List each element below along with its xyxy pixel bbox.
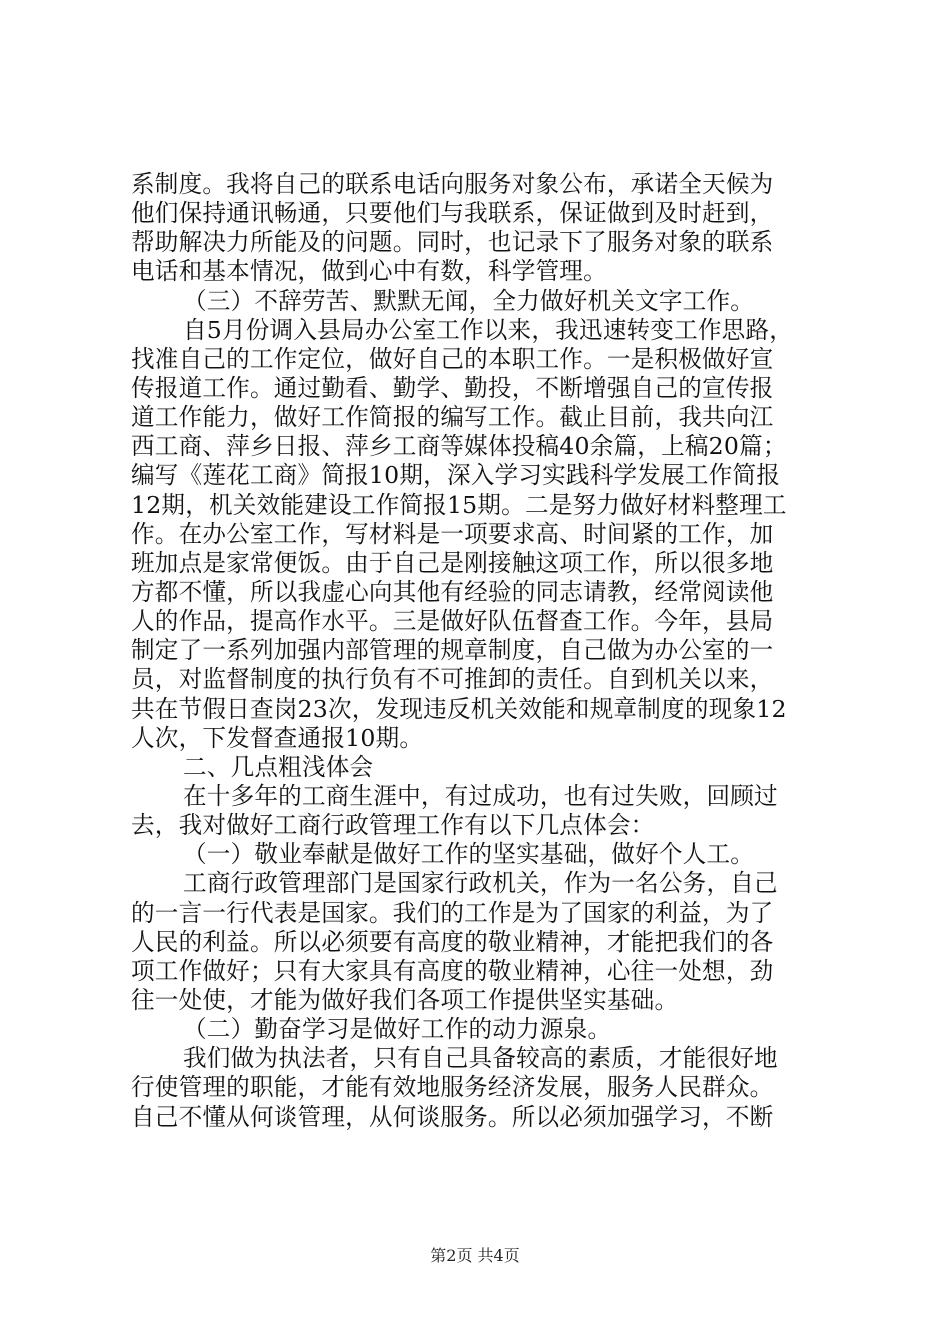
text-line: 人民的利益。所以必须要有高度的敬业精神，才能把我们的各 (131, 927, 774, 956)
section-heading: （一）敬业奉献是做好工作的坚实基础，做好个人工。 (183, 840, 755, 869)
text-line: 自5月份调入县局办公室工作以来，我迅速转变工作思路， (183, 315, 794, 344)
text-line: 共在节假日查岗23次，发现违反机关效能和规章制度的现象12 (131, 694, 787, 723)
text-line: 去，我对做好工商行政管理工作有以下几点体会： (131, 811, 655, 840)
text-line: 电话和基本情况，做到心中有数，科学管理。 (131, 257, 607, 286)
text-line: 行使管理的职能，才能有效地服务经济发展，服务人民群众。 (131, 1073, 774, 1102)
text-line: 班加点是家常便饭。由于自己是刚接触这项工作，所以很多地 (131, 548, 774, 577)
text-line: 项工作做好；只有大家具有高度的敬业精神，心往一处想，劲 (131, 956, 774, 985)
text-line: 人次，下发督查通报10期。 (131, 723, 424, 752)
section-heading: （三）不辞劳苦、默默无闻，全力做好机关文字工作。 (183, 286, 755, 315)
text-line: 西工商、萍乡日报、萍乡工商等媒体投稿40余篇，上稿20篇； (131, 432, 787, 461)
text-line: 12期，机关效能建设工作简报15期。二是努力做好材料整理工 (131, 490, 787, 519)
page-number-footer: 第2页 共4页 (430, 1246, 520, 1265)
section-heading: （二）勤奋学习是做好工作的动力源泉。 (183, 1015, 612, 1044)
text-line: 工商行政管理部门是国家行政机关，作为一名公务，自己 (183, 869, 778, 898)
text-line: 的一言一行代表是国家。我们的工作是为了国家的利益，为了 (131, 898, 774, 927)
text-line: 我们做为执法者，只有自己具备较高的素质，才能很好地 (183, 1044, 778, 1073)
text-line: 他们保持通讯畅通，只要他们与我联系，保证做到及时赶到， (131, 199, 774, 228)
text-line: 系制度。我将自己的联系电话向服务对象公布，承诺全天候为 (131, 170, 774, 198)
document-body (131, 170, 831, 1132)
text-line: 人的作品，提高作水平。三是做好队伍督查工作。今年，县局 (131, 607, 774, 636)
text-line: 传报道工作。通过勤看、勤学、勤投，不断增强自己的宣传报 (131, 373, 774, 402)
text-line: 自己不懂从何谈管理，从何谈服务。所以必须加强学习，不断 (131, 1102, 774, 1131)
text-line: 编写《莲花工商》简报10期，深入学习实践科学发展工作简报 (131, 461, 781, 490)
text-line: 作。在办公室工作，写材料是一项要求高、时间紧的工作，加 (131, 519, 774, 548)
text-line: 员，对监督制度的执行负有不可推卸的责任。自到机关以来， (131, 665, 774, 694)
text-line: 方都不懂，所以我虚心向其他有经验的同志请教，经常阅读他 (131, 577, 774, 606)
text-line: 找准自己的工作定位，做好自己的本职工作。一是积极做好宣 (131, 344, 774, 373)
text-line: 在十多年的工商生涯中，有过成功，也有过失败，回顾过 (183, 781, 778, 810)
text-line: 往一处使，才能为做好我们各项工作提供坚实基础。 (131, 985, 679, 1014)
section-heading: 二、几点粗浅体会 (183, 752, 374, 781)
text-line: 制定了一系列加强内部管理的规章制度，自己做为办公室的一 (131, 636, 774, 665)
text-line: 帮助解决力所能及的问题。同时，也记录下了服务对象的联系 (131, 228, 774, 257)
text-line: 道工作能力，做好工作简报的编写工作。截止目前，我共向江 (131, 403, 774, 432)
